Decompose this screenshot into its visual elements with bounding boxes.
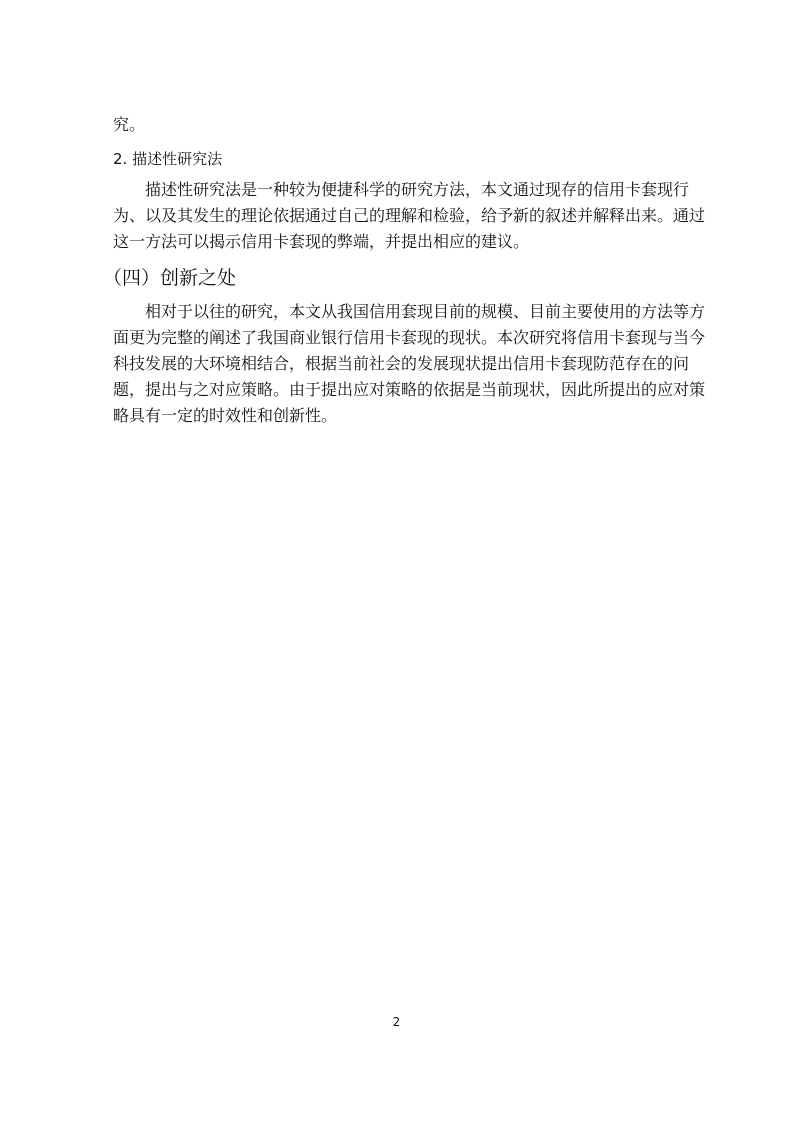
section-heading-innovation: （四）创新之处 [103,267,237,289]
paragraph-line: 面更为完整的阐述了我国商业银行信用卡套现的现状。本次研究将信用卡套现与当今 [113,328,706,347]
paragraph-line: 描述性研究法是一种较为便捷科学的研究方法，本文通过现存的信用卡套现行 [145,180,690,199]
paragraph-line: 题，提出与之对应策略。由于提出应对策略的依据是当前现状，因此所提出的应对策 [113,380,706,399]
paragraph-line: 为、以及其发生的理论依据通过自己的理解和检验，给予新的叙述并解释出来。通过 [113,206,706,225]
paragraph-line: 略具有一定的时效性和创新性。 [113,406,338,425]
page-number: 2 [392,1015,401,1029]
paragraph-line: 科技发展的大环境相结合，根据当前社会的发展现状提出信用卡套现防范存在的问 [113,354,690,373]
paragraph-line: 这一方法可以揭示信用卡套现的弊端，并提出相应的建议。 [113,232,530,251]
continued-text-line: 究。 [113,115,146,134]
subsection-heading-descriptive-method: 2. 描述性研究法 [113,150,223,168]
paragraph-line: 相对于以往的研究，本文从我国信用套现目前的规模、目前主要使用的方法等方 [145,302,706,321]
